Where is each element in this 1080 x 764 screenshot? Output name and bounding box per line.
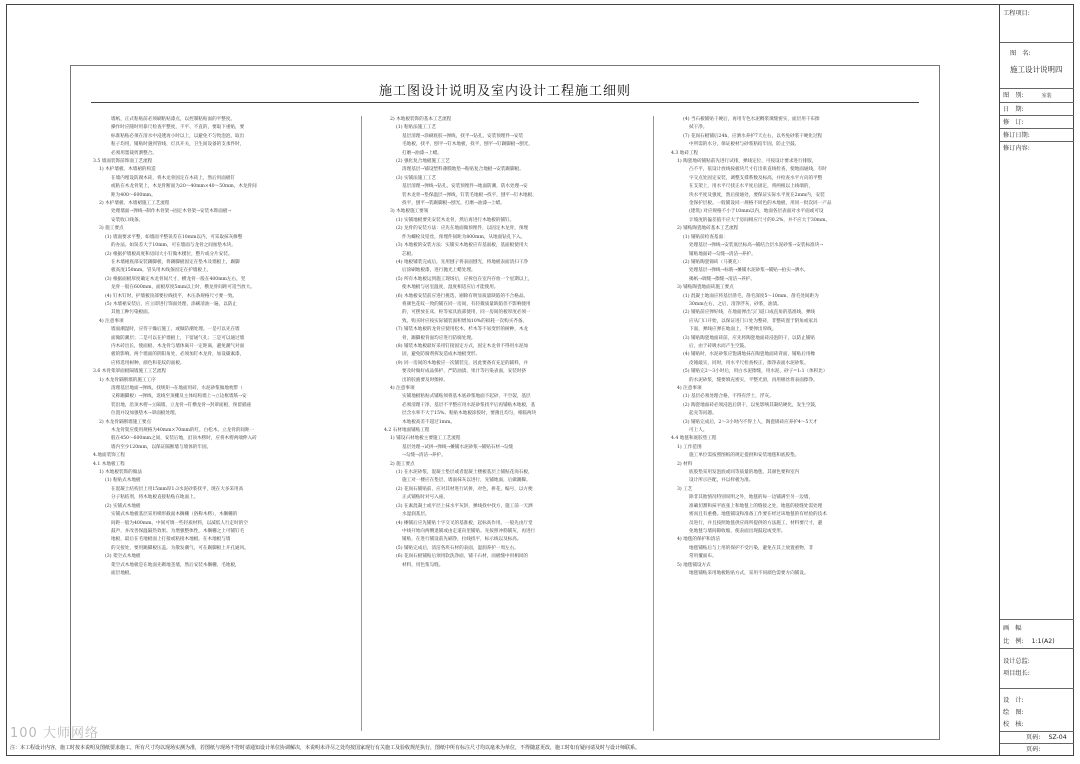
text-line: (3) 铺贴完成后，2～3小时内不得上人，陶瓷锦砖应养护4～5天才 [683,419,818,425]
drawing-name: 施工设计说明四 [1010,65,1063,74]
text-line: (2) 花岗石铺贴前，应对其材进行试拼，对色，拼花，编号，以方便 [396,486,533,492]
text-line: 3) 工艺 [677,486,693,492]
text-line: 面层地板。 [111,570,134,576]
text-line: (3) 铺贴陶瓷地面砖前，应先将陶瓷地面砖浸泡阴干，以防止铺贴 [683,335,816,341]
drawing-no-label [1000,90,1074,99]
page-label-2: 页码: [1026,746,1041,753]
tb-divider [1000,128,1074,129]
text-line: →勾缝→清洁→养护。 [402,453,446,459]
text-line: 计坡度的偏差值不应大于房间相应尺寸的0.2%，并不应大于30mm。 [689,217,831,223]
text-line: 在木墙裙底部安装踢脚板，将踢脚板固定在垫木及墙板上，踢脚 [111,259,240,265]
tb-divider [1000,619,1074,620]
page-label: 页码: [1026,734,1041,741]
text-line: 常用覆面布。 [689,554,717,560]
text-line: 金保护层板。一般铺设同一规格不同色的木地板，用同一批次同一产品 [689,201,832,207]
text-line: 标准粘贴必须在清水中浸透再小时以上，以避免不匀致泡泡，取出 [111,133,245,139]
text-line: (3) 实铺法施工工艺 [396,175,437,181]
text-line: (1) 实铺地板要先安装木龙骨，然后再进行木地板的铺钉。 [396,217,515,223]
text-line: (6) 花岗石板铺贴后须用软洗净面，铺干石材，而板缝中用相同的 [396,554,529,560]
text-line: 中所需的水分，保证板材与砂浆粘结牢固，防止空鼓。 [689,142,800,148]
text-line: 鼓声，并改善保温隔热效果。为增强整体性，木搁栅之上可铺钉毛 [111,528,245,534]
text-line: 2) 木龙骨隔断墙施工要点 [99,419,152,425]
text-line: 1) 工作范围 [677,444,702,450]
text-line: 要及时做好成品保护，严防油渍，果汁等污染表面，安装时挤 [402,369,527,375]
scale-title: 画 幅 [1003,625,1022,632]
text-line: 4.2 石材地面铺贴工程 [384,428,430,434]
text-line: (5) 所有木地板运到施工现场后，应拆包在室内存放一个星期以上， [396,276,533,282]
text-line: 1) 陶瓷地砖铺贴前先进行试排，弹线定位，可按设计要求进行排版， [677,159,817,165]
text-line: 面做防潮层；二是可以在护墙板上，下留通气孔；三是可以通过墙 [111,335,245,341]
text-column-1 [93,116,328,729]
text-line: (1) 粘贴式木地板 [105,478,141,484]
text-line: (1) 墙面要求平整，如墙面平整误差在10mm以内，可采取抹灰修整 [105,234,243,240]
tb-divider [1000,115,1074,116]
text-line: 层含水率不大于15%。粘贴木地板涂胶时，要薄且均匀，相临两块 [402,411,537,417]
watermark-text: 100 大师网络 [10,726,99,741]
text-line: 龙骨一般在600mm，面板厚度5mm以上时，横龙骨间距可适当放大。 [111,285,255,291]
text-line: 处理基层→弹线→安装底层标高→铺结合层水泥砂浆→安装标准块→ [689,243,824,249]
text-line: 般在450～600mm之间，安装后地，沿顶木楞时，应将木楞两端伸入砖 [111,436,257,442]
tb-divider [1000,42,1074,43]
text-line: (1) 在水泥砂浆，混凝土垫层或者混凝土楼板基层上铺贴花岗石板， [396,470,533,476]
tb-divider [1000,102,1074,103]
text-line: 凸不平，依设计放线按板块尺寸打出垂直线检查，使地面通线，有时 [689,167,827,173]
text-line: 准确切割和抹平底张上和地毯上的缝接之处，地毯的接缝处需处理 [689,503,823,509]
text-line: 员进行，并且按照地毯供应商所提供的方法施工，材料要尺寸，避 [689,520,823,526]
text-line: 位置并设加强垫木→罩面板处理。 [111,411,180,417]
text-line: 清理基层地面→弹线，找规矩→在地面用砖，水泥砂浆做地枕带（ [111,386,243,391]
text-line: 3.6 木骨架罩面板隔墙施工工艺流程 [93,369,167,375]
text-line: 4.地面装饰工程 [93,453,125,459]
text-line: 1) 木地板装饰的做法 [99,470,142,476]
text-line: (建筑) 对应规格不小于10mm以内，地面各层表面对水平面或可设 [689,209,824,215]
text-line: 30mm左右，之后，清净浮灰，砂浆，油渍。 [689,301,782,307]
text-column-3 [671,116,926,729]
text-line: 起壳等问题。 [689,411,717,417]
text-line: (2) 强化复合地板施工工艺 [396,159,450,165]
text-line: 基层清理→涂刷底胶→弹线，找平→钻孔，安装预埋件→安装 [402,133,524,139]
text-line: (3) 架空式木地板 [105,554,141,560]
text-line: 2) 施工要点 [390,461,415,467]
revise-label: 修 订: [1003,119,1024,126]
text-line: 3) 木地板施工要领 [390,209,429,215]
text-line: (3) 根据面板厚度确定木龙骨间尺寸，横龙骨一般在400mm左右，竖 [105,276,246,282]
text-line: 铺贴地面砖→勾缝→清洁→养护。 [689,251,756,257]
text-line: 骨，踢脚板背面均应进行防腐处理。 [402,335,476,341]
revise-content-label: 修订内容: [1003,145,1030,152]
text-line: 拭干净。 [689,125,708,131]
text-line: (6) 木地板安装前应进行挑选，剔除有明显质量缺陷的不合格品。 [396,293,529,299]
text-line: 内木砖出长，使面板、木龙骨与墙体离开一定距离，避免潮气对面 [111,343,245,349]
text-line: 4) 注意事项 [390,386,415,391]
text-line: 皮锤敲实，同时，用水平尺检查校正，擦净表面水泥砂浆。 [689,360,809,366]
text-line: 3) 施工要点 [99,226,124,232]
text-line: (2) 陶瓷地面砖必须浸泡后阴干，以免影响其凝结硬化，发生空鼓， [683,402,820,408]
revise-date-label: 修订日期: [1003,132,1030,139]
text-line: 下面，弹线应弹在地面上，不要弹出厚线。 [689,327,777,333]
text-line: 墙内至少120mm，以保证隔断墙与墙体的牢固。 [111,444,212,450]
text-line: (3) 木地板的安装方法：实铺实木地板应有基面板，基面板使用大 [396,243,529,249]
scale-row [1000,636,1074,645]
page-value: SZ-04 [1048,734,1067,741]
text-line: 实铺地板粘贴式铺贴须将基木底砂浆地面不起砂，不空裂，基层 [402,394,531,400]
text-line: 装沿地，沿顶木楞→立隔墙，立龙骨→钉横龙骨→封罩面板，预留插座 [111,402,252,408]
column-divider [653,116,654,731]
text-line: 墙纸，正式粘贴前必须刷粘贴漆点，以控制粘贴面的平整度。 [111,117,236,122]
text-line: 2) 木护墙板、木墙裙施工工艺流程 [99,201,170,207]
text-line: 地毯铺贴采用地板粘贴方式，采用不同颜色需要方向铺设。 [689,570,809,576]
text-line: 施工对一楼应在垫层，墙面抹灰以进行，先铺地面，后做踢脚。 [402,478,531,484]
drawing-no-label-text: 图 别: [1003,92,1024,99]
title-rule [91,102,919,103]
text-line: 4.1 木地板工程 [93,461,125,467]
text-line: (9) 同一房间的木地板应一次铺装完，因此要备有充足的辅料，并 [396,360,529,366]
text-line: 安装收口线条。 [111,217,144,223]
drawing-frame [70,65,940,740]
tb-divider [1000,88,1074,89]
text-line: 距为400～600mm。 [111,192,156,198]
text-line: 在混凝土结构层上用15mm厚1:3水泥砂浆找平，现在大多采用高 [111,486,244,492]
text-line: 将颜色花纹一致的铺在同一房间，有轻微质量缺陷但不影响使用 [402,301,531,307]
text-line: 或粘在木龙骨架上，木龙骨断面为20～40mm×40～50mm，木龙骨间 [111,184,257,190]
text-line: 应从门口开始，以保证进门口处为整砖，非整砖置于阴角或家具 [689,318,818,324]
text-line: 1) 木护墙板、木墙裙的构造 [99,167,156,173]
text-line: 处理基层→弹线→标筋→摊铺水泥砂浆→铺贴→拍实→洒水， [689,268,809,274]
text-line: 操作时应随时用靠尺检查平整度，不平、不直的，要取下重贴，要 [111,125,245,131]
text-line: (1) 混凝土地面应将基层凿毛，凿毛深度5～10mm，凿毛处间距为 [683,293,819,299]
text-line: 基层处理→试拼→弹线→摊铺水泥砂浆→铺贴石材→勾缝 [402,444,514,450]
text-line: 处理墙面→弹线→制作木骨架→固定木骨架→安装木饰面板→ [111,209,232,215]
text-line: (2) 根据护墙板高度和房间大小钉做木楔位，整片或分片安装。 [105,251,233,257]
text-line: 3.5 墙面装饰前饰面工艺流程 [93,159,153,165]
text-column-2 [384,116,646,729]
text-line: 在墙内埋设防腐木砖，将木龙骨固定在木砖上，然后用面板钉 [111,175,236,181]
text-line: 1) 木龙骨隔断墙的施工工序 [99,377,156,383]
text-line: (4) 当石板铺贴干硬后，再用专色水泥稠浆填缝密实，面层用干布擦 [683,117,820,122]
text-line: 固，避免防腐剂挥发造成木地板变形。 [402,352,481,358]
text-line: (5) 铺贴完2～3小时后，用白水泥擦缝，用水泥，砂子=1:1（体积比） [683,369,828,375]
text-line: 板高度150mm，冒头用木线条固定在护墙板上。 [111,268,212,274]
column-divider [361,116,362,731]
text-line: 实铺式木地板基层采用梯形截面木搁栅（俗称木楞），木搁栅的 [111,512,238,518]
text-line: (7) 花岗石板铺后24h，应洒水养护7天左右，以务免砂浆干硬化过程 [683,133,823,139]
text-line: 施工单位需按照图纸的规定提供和安装地毯和底胶垫。 [689,453,800,459]
text-line: 正式铺贴时对号入座。 [402,495,448,501]
text-line: 2) 材料 [677,461,693,467]
text-line: 1) 铺设石材地板主要施工工艺流程 [390,436,461,442]
text-line: (2) 铺贴前应弹好线，在地面弹出与门道口成直角的基准线，弹线 [683,310,816,316]
date-label: 日 期: [1003,106,1024,113]
text-line: 铺贴，在进行铺设前先刷净，拉线找平，标示线以及标高。 [402,537,522,543]
text-line: 2) 铺贴陶瓷地砖基本工艺流程 [677,226,739,232]
text-line: 可上人。 [689,428,708,434]
text-line: 芯板。 [402,251,416,257]
text-line: 分子粘结剂，将木地板直接粘贴在地面上。 [111,495,199,501]
text-line: 3) 铺贴陶瓷地面砖施工要点 [677,285,734,291]
text-line: 4.3 地砖工程 [671,150,699,156]
text-line: 块水平度及强度，然后接通处，要保证实际水平度在2mm内，安装 [689,192,825,198]
text-line: (7) 铺装木地板的龙骨应使用松木，杉木等不易变形的树种，木龙 [396,327,529,333]
text-line: 密而且有重叠。地毯铺设和准备工作要在经过该地毯的有经验的技术 [689,512,827,518]
text-line: 在支架上，用水平尺找正水平度后固定，将两根以上线端的， [689,184,814,190]
checker-label: 校 核: [1003,721,1024,728]
drawing-name-label: 图 名: [1010,50,1031,57]
page-title: 施工图设计说明及室内设计工程施工细则 [378,84,631,99]
text-line: 揭纸→调缝→擦缝→清洁→养护。 [689,276,755,282]
text-line: (4) 铺贴时，水泥砂浆应饱满地抹在陶瓷地面砖背面，铺贴后用橡 [683,352,816,358]
text-line: 件为螺栓及铅丝，预埋件间距为800mm，从地面钻孔下入。 [402,234,526,240]
text-line: 基层清理→弹线→钻孔，安装预埋件→地面防潮，防水处理→安 [402,184,528,190]
text-line: 致。购买时应按实际铺装面积增加10%的损耗一次购买齐备。 [402,318,528,324]
text-line: 5) 地毯铺设方式 [677,562,711,568]
designer-label: 设 计: [1003,697,1024,704]
text-line: (5) 铺贴完成后，清洁各块石材的表面，湿润养护一周左右。 [396,545,519,551]
text-line: 应将选用树种，颜色和花纹的面板。 [111,360,185,366]
text-line: 2) 木地板装饰的基本工艺流程 [390,117,452,122]
tb-divider [1000,141,1074,142]
drawing-no-value: 室装 [1041,93,1052,99]
page-no-row [1000,732,1074,741]
scale-label: 比 例: [1003,638,1024,645]
text-line: (1) 铺贴前检查基面： [683,234,728,240]
text-line: 清理基层→铺设塑料薄膜地垫→粘贴复合地板→安装踢脚板。 [402,167,524,173]
text-line: (4) 地板铺装完成后，先用刨子将表面刨光，将地板表面清扫干净 [396,259,529,265]
text-line: 底胶垫采用发泡底或同等质量的地毯，其颜色要和室内 [689,470,800,476]
text-line: 4) 地毯的保护和清洁 [677,537,720,543]
text-line: 4.4 地毯和底胶垫工程 [671,436,717,442]
text-line: 水湿润基层。 [402,512,430,518]
text-line: (3) 在素混凝土或平层上抹水平灰饼，弹线找中找方，施工前一天洒 [396,503,533,509]
text-line: 地毯铺贴后与上用的保护不受污染，避免在其上放置重物，非 [689,545,814,551]
text-line: (4) 摊铺后应先铺贴十字交叉的基准板，起标高作用。一般先由厅堂 [396,520,533,526]
text-line: 地板，最后在毛地板面上打接或粘接木地板。在木地板与墙 [111,537,231,543]
drafter-label: 绘 图: [1003,709,1024,716]
text-line: (2) 实铺式木地板 [105,503,141,509]
text-line: 找平，刨平→装踢脚板→刨光，打磨→油漆→上蜡。 [402,201,505,207]
text-line: (1) 基层必须处理合格，不得有浮土，浮灰。 [683,394,774,400]
text-line: 出的胶液要及时擦掉。 [402,377,448,383]
project-label: 工程项目: [1003,10,1030,17]
text-line: 必须清理干净。基层不平整应用水泥砂浆找平后再铺贴木地板，基 [402,402,536,408]
project-leader-label: 项目组长: [1003,670,1030,677]
text-line: 的水泥砂浆，缝要填充密实，平整光滑，再用棉丝将表面擦净。 [689,377,818,383]
text-line: 材料，用色浆勾缝。 [402,562,444,568]
text-line: 木地板高差不超过1mm。 [402,419,455,425]
text-line: 的交接处，要用踢脚板压盖。为散发潮气，可在踢脚板上开孔通风。 [111,545,249,551]
text-line: 打磨→油漆→上蜡。 [402,150,442,156]
text-line: 字交点处固定安装，调整支撑系数及标高，并检查水平方向的平整 [689,175,823,181]
footer-note: 注：本工程设计内容，施工时按本说明及图纸要求施工，所有尺寸均以现场实测为准，若图纸与现场不符时请通知设计单位协调解决，本说明未详尽之处均按国家现行有关施工及验收规范执行，图纸中所有标注尺寸均以毫米为单位，不得随意更改，施工时如有疑问请及时与设计师联系。 [10,745,641,751]
text-line: 板的影响。两个墙面的阴阳角处，必须加钉木龙骨，加设碳素漆， [111,352,245,358]
text-line: 的，可摆放在床，柜等家具底部使用，同一房间的板厚度必须一 [402,310,531,316]
text-line: 墙面潮湿时，应待干燥后施工，或做防潮处理。一是可以先在墙 [111,327,240,333]
text-line: 木龙骨架应使用规格为40mm×70mm的红，白松木。立龙骨的间距一 [111,428,255,434]
tb-divider [1000,688,1074,689]
text-line: 粘子均用，铺贴时遇到管线，灯具开关，卫生间设备的支承件时， [111,142,245,148]
text-line: 4) 注意事项 [99,318,124,324]
text-line: (1) 粘贴法施工工艺 [396,125,437,131]
text-line: 必须用墨裁剪割整合。 [111,150,157,156]
text-line: 又称踢脚板）→弹线，返线至顶棚及主体结构墙上→立边框墙筋→安 [111,394,247,400]
scale-value: 1:1(A2) [1031,638,1055,645]
text-line: 除非其他情况特别说明之外，地毯的每一边铺满至另一边墙， [689,495,814,501]
text-line: 的办法。如误差大于10mm，可在墙面与龙骨之间加垫木块。 [111,243,236,249]
text-line: (4) 钉木钉时，护墙板顶部要拉线找平，木压条规格尺寸要一致。 [105,293,238,299]
text-line: (5) 木墙裙安装后，应立即进行饰面处理，涂刷清油一遍，以防止 [105,301,238,307]
text-line: 4) 注意事项 [677,386,702,391]
text-line: (8) 铺装木地板最好采用钉接固定方式，固定木龙骨不得用水泥加 [396,343,529,349]
text-line: 其他工种污染板面。 [111,310,153,316]
text-line: 后，由于砖吸水而产生空鼓。 [689,343,749,349]
text-line: 间距一般为400mm，中间可填一些轻质材料，以减低人行走时的空 [111,520,248,526]
text-line: 架空式木地板是在地面先砌地垄墙，然后安装木搁栅，毛地板， [111,562,240,568]
title-block [999,4,1074,756]
tb-divider [1000,648,1074,649]
design-head-label: 设计总监: [1003,658,1030,665]
text-line: 使木地板与居室温度，湿度相适应后才能使用。 [402,285,499,291]
text-line: (2) 龙骨的安装方法：应先在地面做预埋件，以固定木龙骨，预埋 [396,226,529,232]
text-line: 装木龙骨→垫保温层→弹线，钉装毛地板→找平，刨平→钉木地板， [402,192,537,198]
text-line: 中线开始向两侧退铺或由走道向里铺贴。先按照冲筋铺灰，再进行 [402,528,536,534]
text-line: 设计所示匹配，并以样板为准。 [689,478,754,484]
text-line: 毛地板，找平，刨平→钉木地板，找平，刨平→钉踢脚板→刨光， [402,142,533,148]
text-line: (2) 铺贴陶瓷锦砖（马赛克）： [683,259,744,265]
text-line: 免地毯与墙间隙收缩，使表面出现鼓起或变形。 [689,528,786,534]
text-line: 后涂刷地板漆，进行抛光上蜡处理。 [402,268,476,274]
